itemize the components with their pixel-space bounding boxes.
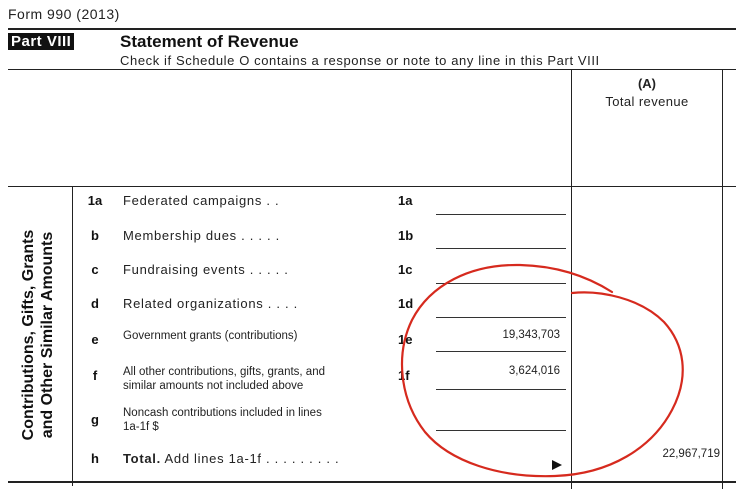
line-desc-1f [123,365,325,393]
total-label: Total. [123,451,161,466]
line-number-1e: e [91,332,99,347]
line-ref-1b: 1b [398,228,414,243]
entry-field-1d[interactable] [436,317,566,318]
line-desc-1g [123,406,322,434]
form-label: Form 990 (2013) [8,6,120,22]
side-label-divider [72,186,73,486]
section-top-rule [8,186,736,187]
side-label-line-2: and Other Similar Amounts [39,231,56,439]
entry-field-1a[interactable] [436,214,566,215]
top-rule [8,28,736,30]
line-desc-1g-part-1: Noncash contributions included in lines [123,407,322,419]
line-number-1d: d [91,296,99,311]
column-divider-left [571,69,572,489]
section-title: Statement of Revenue [120,32,299,51]
part-badge: Part VIII [8,33,74,50]
column-label: Total revenue [605,94,689,109]
entry-field-1e[interactable] [436,351,566,352]
line-desc-1g-part-2: 1a-1f $ [123,421,159,433]
side-label-line-1: Contributions, Gifts, Grants [20,229,37,441]
bottom-rule [8,481,736,483]
side-category-label [6,190,70,480]
entry-field-1g[interactable] [436,430,566,431]
line-number-1a: 1a [87,193,103,208]
line-ref-1d: 1d [398,296,414,311]
line-number-1c: c [91,262,99,277]
column-divider-right [722,69,723,489]
arrow-right-icon [552,460,562,470]
line-desc-1h [123,451,339,466]
line-ref-1a: 1a [398,193,413,208]
amount-1e: 19,343,703 [502,329,560,341]
line-desc-1f-part-1: All other contributions, gifts, grants, and [123,366,325,378]
line-ref-1c: 1c [398,262,413,277]
column-letter: (A) [637,76,657,91]
line-number-1g: g [91,412,99,427]
amount-1f: 3,624,016 [508,365,560,377]
line-ref-1e: 1e [398,332,413,347]
header-rule [8,69,736,70]
total-revenue-amount: 22,967,719 [662,448,720,460]
entry-field-1c[interactable] [436,283,566,284]
line-number-1b: b [91,228,99,243]
total-desc: Add lines 1a-1f . . . . . . . . . [164,451,340,466]
line-desc-1f-part-2: similar amounts not included above [123,380,304,392]
line-desc-1b: Membership dues . . . . . [123,228,280,243]
line-desc-1e: Government grants (contributions) [123,330,298,342]
line-number-1f: f [92,368,98,383]
line-desc-1c: Fundraising events . . . . . [123,262,289,277]
line-ref-1f: 1f [398,368,410,383]
schedule-o-check-text: Check if Schedule O contains a response or note to any line in this Part VIII [120,53,600,68]
entry-field-1f[interactable] [436,389,566,390]
line-desc-1a: Federated campaigns . . [123,193,280,208]
entry-field-1b[interactable] [436,248,566,249]
line-number-1h: h [91,451,99,466]
line-desc-1d: Related organizations . . . . [123,296,298,311]
